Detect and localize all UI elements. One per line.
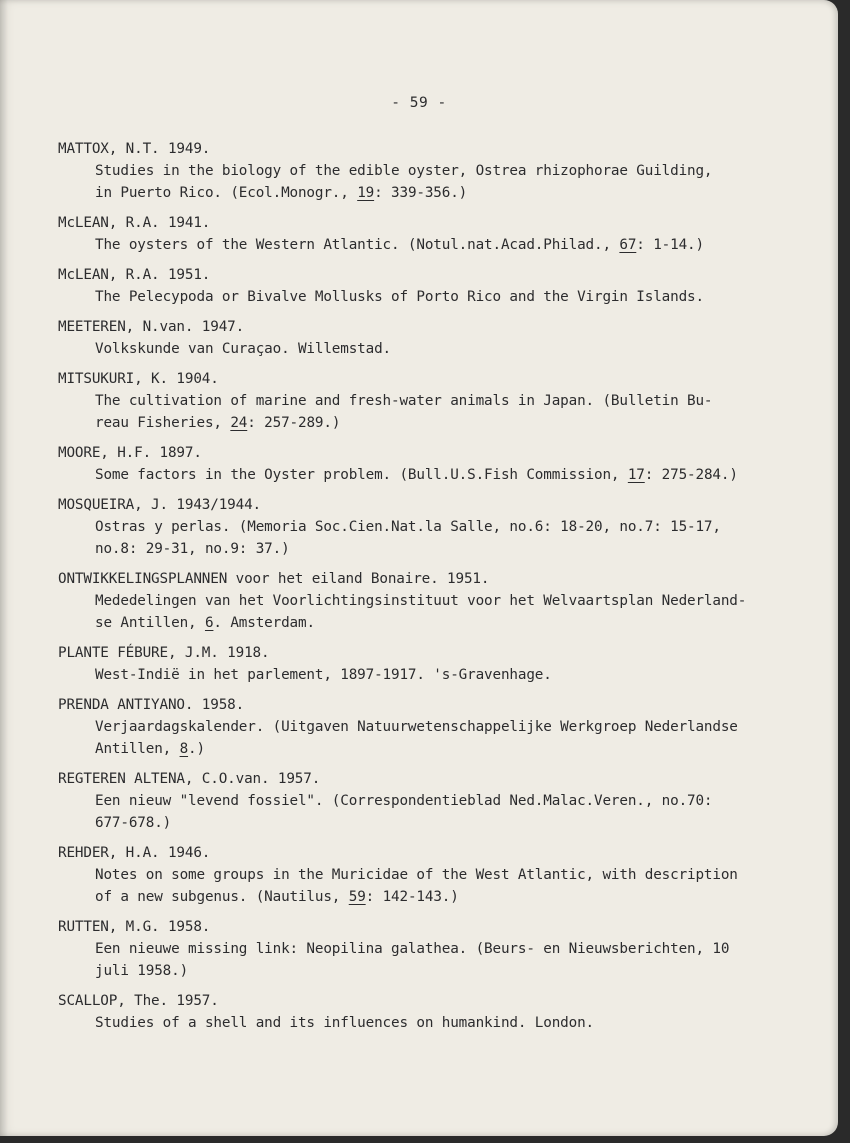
entry-line: Notes on some groups in the Muricidae of the West Atlantic, with description — [95, 867, 738, 883]
entry-heading: MOORE, H.F. 1897. — [58, 445, 202, 461]
bibliography-entry — [58, 694, 798, 760]
entry-line: no.8: 29-31, no.9: 37.) — [95, 541, 290, 557]
bibliography-entry — [58, 316, 798, 360]
entry-heading: RUTTEN, M.G. 1958. — [58, 919, 211, 935]
entry-heading: MITSUKURI, K. 1904. — [58, 371, 219, 387]
entry-line: Studies in the biology of the edible oyster, Ostrea rhizophorae Guilding, — [95, 163, 713, 179]
bibliography-entry — [58, 842, 798, 908]
entry-line: 677-678.) — [95, 815, 172, 831]
entry-line: juli 1958.) — [95, 963, 189, 979]
entry-line: in Puerto Rico. (Ecol.Monogr., 19: 339-356.) — [95, 185, 468, 201]
entry-line: The cultivation of marine and fresh-water animals in Japan. (Bulletin Bu- — [95, 393, 713, 409]
bibliography-entry — [58, 568, 798, 634]
bibliography-entry — [58, 264, 798, 308]
entry-line: Een nieuwe missing link: Neopilina galathea. (Beurs- en Nieuwsberichten, 10 — [95, 941, 730, 957]
entry-heading: McLEAN, R.A. 1951. — [58, 267, 211, 283]
bibliography-entry — [58, 990, 798, 1034]
entry-line: Antillen, 8.) — [95, 741, 205, 757]
bibliography-entry — [58, 494, 798, 560]
entry-heading: MOSQUEIRA, J. 1943/1944. — [58, 497, 261, 513]
entry-body — [58, 286, 798, 308]
entry-line: reau Fisheries, 24: 257-289.) — [95, 415, 341, 431]
entry-body — [58, 464, 798, 486]
entry-body — [58, 938, 798, 982]
entry-line: The Pelecypoda or Bivalve Mollusks of Porto Rico and the Virgin Islands. — [95, 289, 704, 305]
bibliography-entry — [58, 916, 798, 982]
entry-body — [58, 160, 798, 204]
entry-body — [58, 390, 798, 434]
entry-line: The oysters of the Western Atlantic. (Notul.nat.Acad.Philad., 67: 1-14.) — [95, 237, 704, 253]
entry-line: Een nieuw "levend fossiel". (Correspondentieblad Ned.Malac.Veren., no.70: — [95, 793, 713, 809]
entry-line: Studies of a shell and its influences on humankind. London. — [95, 1015, 594, 1031]
bibliography-entry — [58, 768, 798, 834]
bibliography-list — [58, 138, 798, 1042]
entry-heading: SCALLOP, The. 1957. — [58, 993, 219, 1009]
entry-body — [58, 864, 798, 908]
entry-heading: McLEAN, R.A. 1941. — [58, 215, 211, 231]
entry-heading: MATTOX, N.T. 1949. — [58, 141, 211, 157]
bibliography-entry — [58, 138, 798, 204]
bibliography-entry — [58, 212, 798, 256]
entry-body — [58, 1012, 798, 1034]
entry-line: West-Indië in het parlement, 1897-1917. 's-Gravenhage. — [95, 667, 552, 683]
entry-body — [58, 234, 798, 256]
entry-heading: MEETEREN, N.van. 1947. — [58, 319, 245, 335]
page-spine-shadow — [0, 0, 8, 1136]
entry-line: Ostras y perlas. (Memoria Soc.Cien.Nat.la Salle, no.6: 18-20, no.7: 15-17, — [95, 519, 721, 535]
entry-line: se Antillen, 6. Amsterdam. — [95, 615, 315, 631]
entry-heading: REHDER, H.A. 1946. — [58, 845, 211, 861]
entry-body — [58, 590, 798, 634]
entry-line: Verjaardagskalender. (Uitgaven Natuurwetenschappelijke Werkgroep Nederlandse — [95, 719, 738, 735]
entry-line: Volkskunde van Curaçao. Willemstad. — [95, 341, 392, 357]
page-number: - 59 - — [391, 95, 447, 111]
entry-line: Some factors in the Oyster problem. (Bull.U.S.Fish Commission, 17: 275-284.) — [95, 467, 738, 483]
entry-heading: REGTEREN ALTENA, C.O.van. 1957. — [58, 771, 321, 787]
entry-line: of a new subgenus. (Nautilus, 59: 142-143.) — [95, 889, 459, 905]
entry-heading: ONTWIKKELINGSPLANNEN voor het eiland Bonaire. 1951. — [58, 571, 490, 587]
entry-line: Mededelingen van het Voorlichtingsinstituut voor het Welvaartsplan Nederland- — [95, 593, 747, 609]
entry-body — [58, 516, 798, 560]
bibliography-entry — [58, 368, 798, 434]
entry-body — [58, 338, 798, 360]
entry-heading: PLANTE FÉBURE, J.M. 1918. — [58, 645, 270, 661]
entry-body — [58, 790, 798, 834]
entry-body — [58, 664, 798, 686]
entry-heading: PRENDA ANTIYANO. 1958. — [58, 697, 245, 713]
entry-body — [58, 716, 798, 760]
bibliography-entry — [58, 442, 798, 486]
bibliography-entry — [58, 642, 798, 686]
